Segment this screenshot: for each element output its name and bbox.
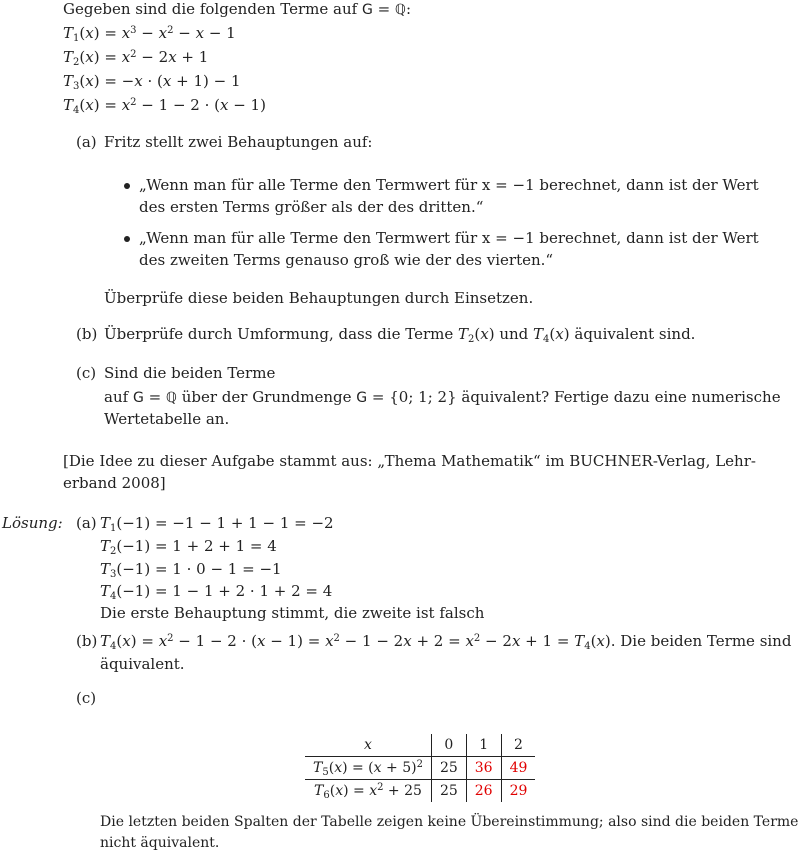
part-c-line-3: Wertetabelle an. <box>104 410 230 428</box>
solution-a-label: (a) <box>76 514 97 532</box>
part-c-line-1: Sind die beiden Terme <box>104 364 276 382</box>
table-header-cell: 0 <box>431 734 466 757</box>
table-cell: 36 <box>466 757 501 780</box>
solution-c-conclusion-2: nicht äquivalent. <box>100 835 220 851</box>
intro-text: Gegeben sind die folgenden Terme auf G = ℚ: <box>63 0 411 18</box>
solution-c-conclusion-1: Die letzten beiden Spalten der Tabelle zeigen keine Übereinstimmung; also sind die beiden Terme <box>100 814 798 830</box>
solution-a-line-2: $T_2(-1) = 1 + 2 + 1 = 4$ <box>100 537 277 557</box>
claim-1-line-1: „Wenn man für alle Terme den Termwert für x = −1 berechnet, dann ist der Wert <box>139 176 759 194</box>
table-cell: 26 <box>466 780 501 803</box>
source-line-2: erband 2008] <box>63 474 166 492</box>
bullet-icon <box>124 236 130 242</box>
table-header-cell: 1 <box>466 734 501 757</box>
solution-b-line-2: äquivalent. <box>100 655 185 673</box>
table-row <box>305 780 535 803</box>
part-c-line-2: auf G = ℚ über der Grundmenge G = {0; 1; 2} äquivalent? Fertige dazu eine numerische <box>104 388 781 406</box>
solution-a-conclusion: Die erste Behauptung stimmt, die zweite ist falsch <box>100 604 485 622</box>
solution-b-line-1: $T_4(x) = x^2 - 1 - 2 \cdot (x - 1) = x^2 - 1 - 2x + 2 = x^2 - 2x + 1 = T_4(x)$. Die beiden Terme sind <box>100 632 792 652</box>
table-cell: 49 <box>501 757 535 780</box>
table-header-x: x <box>305 734 431 757</box>
table-cell: 29 <box>501 780 535 803</box>
part-a-label: (a) <box>76 133 97 151</box>
claim-2-line-2: des zweiten Terms genauso groß wie der des vierten.“ <box>139 251 554 269</box>
bullet-icon <box>124 183 130 189</box>
value-table <box>305 734 535 802</box>
claim-2-line-1: „Wenn man für alle Terme den Termwert für x = −1 berechnet, dann ist der Wert <box>139 229 759 247</box>
solution-a-line-1: $T_1(-1) = -1 - 1 + 1 - 1 = -2$ <box>100 514 334 534</box>
solution-label: Lösung: <box>2 514 63 532</box>
solution-a-line-4: $T_4(-1) = 1 - 1 + 2 \cdot 1 + 2 = 4$ <box>100 582 333 602</box>
term-4: $T_4(x) = x^2 - 1 - 2 \cdot (x - 1)$ <box>63 96 266 116</box>
part-a-text: Fritz stellt zwei Behauptungen auf: <box>104 133 373 151</box>
term-3: $T_3(x) = -x \cdot (x + 1) - 1$ <box>63 72 241 92</box>
table-header-cell: 2 <box>501 734 535 757</box>
part-a-task: Überprüfe diese beiden Behauptungen durch Einsetzen. <box>104 289 534 307</box>
part-b-text: Überprüfe durch Umformung, dass die Terme $T_2(x)$ und $T_4(x)$ äquivalent sind. <box>104 325 696 345</box>
solution-c-label: (c) <box>76 689 97 707</box>
table-cell: 25 <box>431 757 466 780</box>
table-cell: 25 <box>431 780 466 803</box>
term-2: $T_2(x) = x^2 - 2x + 1$ <box>63 48 209 68</box>
part-c-label: (c) <box>76 364 97 382</box>
term-1: $T_1(x) = x^3 - x^2 - x - 1$ <box>63 24 236 44</box>
part-b-label: (b) <box>76 325 98 343</box>
solution-b-label: (b) <box>76 632 98 650</box>
table-row-label: $T_6(x) = x^2 + 25$ <box>314 781 422 801</box>
source-line-1: [Die Idee zu dieser Aufgabe stammt aus: „Thema Mathematik“ im BUCHNER-Verlag, Lehr- <box>63 452 756 470</box>
claim-1-line-2: des ersten Terms größer als der des dritten.“ <box>139 198 484 216</box>
table-header-row <box>305 734 535 757</box>
solution-a-line-3: $T_3(-1) = 1 \cdot 0 - 1 = -1$ <box>100 560 282 580</box>
table-row <box>305 757 535 780</box>
table-row-label: $T_5(x) = (x + 5)^2$ <box>305 757 431 780</box>
